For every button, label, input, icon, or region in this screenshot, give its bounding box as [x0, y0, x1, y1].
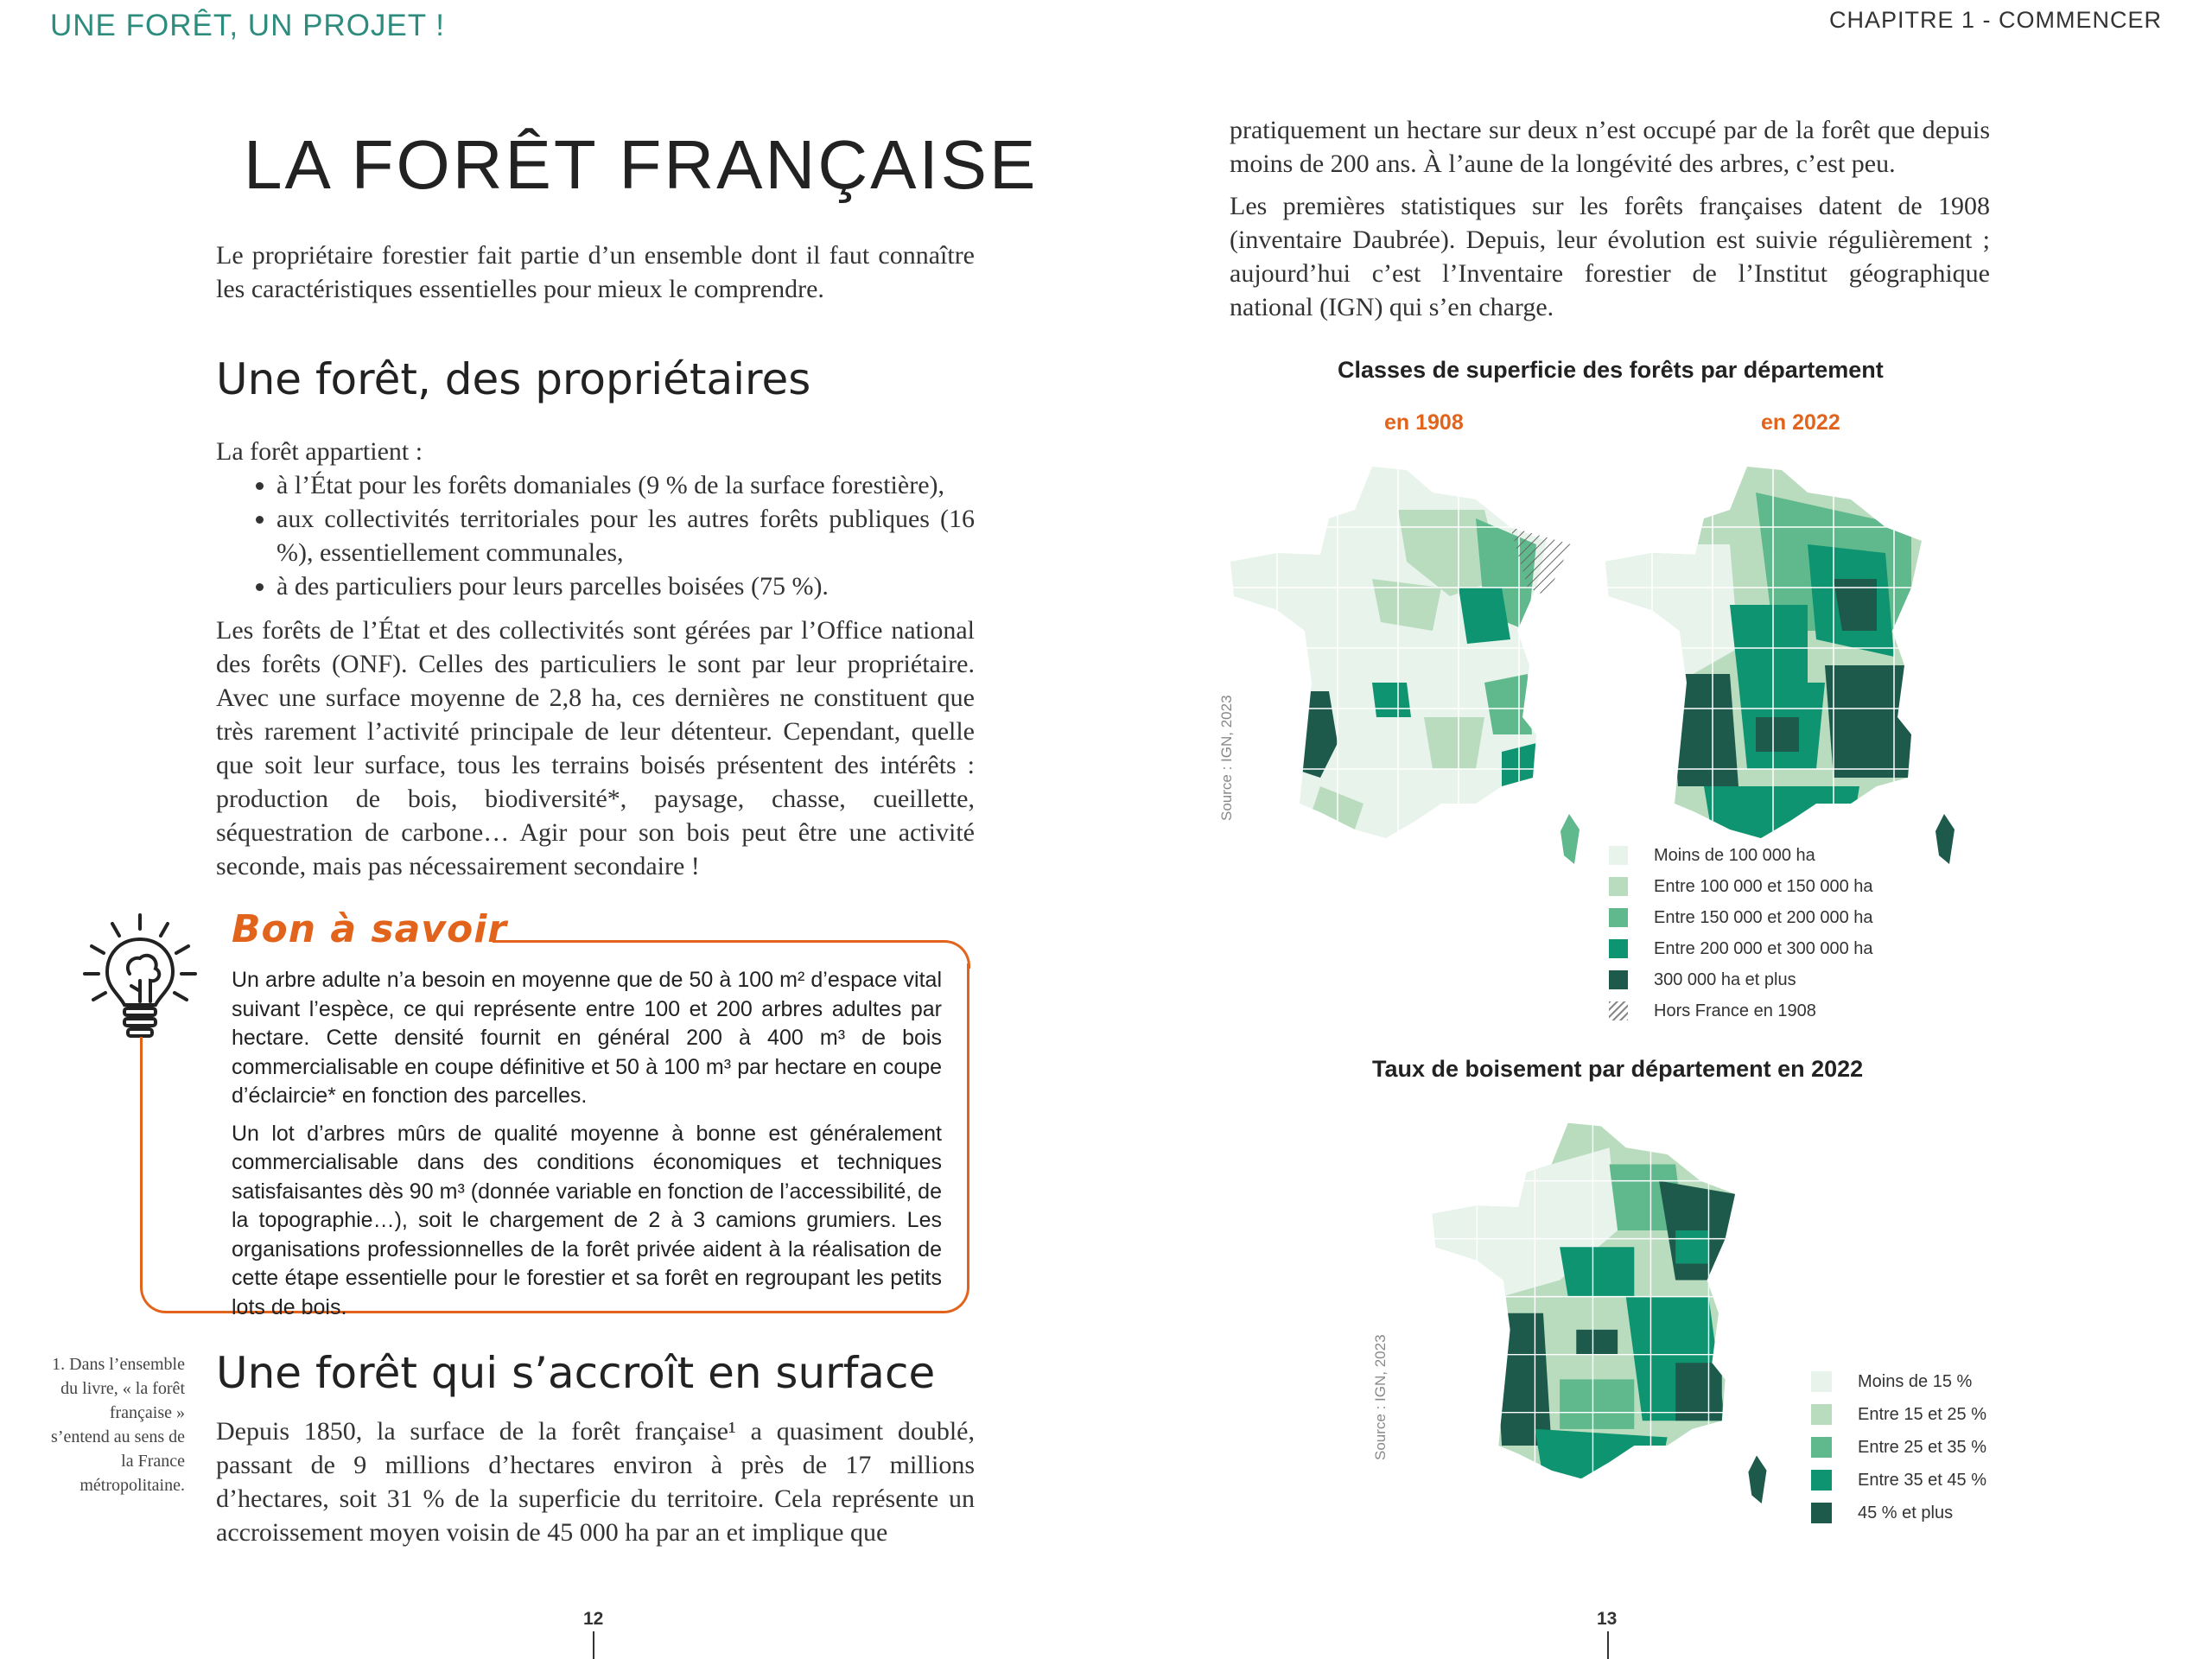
legend-label: Hors France en 1908	[1654, 1001, 1816, 1020]
section-heading-owners: Une forêt, des propriétaires	[216, 354, 811, 404]
intro-paragraph: Le propriétaire forestier fait partie d’un ensemble dont il faut connaître les caractéristiques essentielles pour mieux le comprendre.	[216, 241, 975, 303]
running-header-left: UNE FORÊT, UN PROJET !	[50, 9, 445, 42]
legend-swatch	[1811, 1404, 1832, 1425]
legend-item	[1609, 933, 1873, 964]
info-box-text	[232, 966, 942, 1331]
legend-item	[1811, 1497, 1986, 1529]
legend-item	[1609, 840, 1873, 871]
legend-swatch	[1811, 1503, 1832, 1523]
legend-swatch	[1609, 939, 1628, 958]
legend-swatch	[1811, 1437, 1832, 1458]
legend-label: Entre 100 000 et 150 000 ha	[1654, 876, 1873, 896]
legend-label: Moins de 15 %	[1858, 1371, 1973, 1391]
growth-paragraph: Depuis 1850, la surface de la forêt française¹ a quasiment doublé, passant de 9 millions d’hectares environ à près de 17 millions d’hectares, soit 31 % de la superficie du territoire. Cela représente un accroissement moyen voisin de 45 000 ha par an et implique que	[216, 1417, 975, 1547]
legend-label: Entre 25 et 35 %	[1858, 1437, 1986, 1457]
legend-area	[1609, 840, 1873, 1027]
map-label-2022: en 2022	[1761, 410, 1840, 435]
legend-item	[1811, 1431, 1986, 1464]
legend-label: Entre 35 et 45 %	[1858, 1470, 1986, 1490]
page-title: LA FORÊT FRANÇAISE	[244, 126, 1039, 203]
france-map-rate-2022	[1407, 1115, 1796, 1503]
legend-label: Entre 150 000 et 200 000 ha	[1654, 907, 1873, 927]
footnote: 1. Dans l’ensemble du livre, « la forêt française » s’entend au sens de la France métropolitaine.	[51, 1355, 185, 1495]
legend-item	[1811, 1365, 1986, 1398]
page-number-left: 12	[583, 1609, 604, 1629]
continuation-text: pratiquement un hectare sur deux n’est occupé par de la forêt que depuis moins de 200 ans. À l’aune de la longévité des arbres, c’est peu.	[1230, 116, 1990, 178]
legend-label: Entre 15 et 25 %	[1858, 1404, 1986, 1424]
legend-swatch	[1609, 970, 1628, 989]
lightbulb-icon	[79, 912, 200, 1041]
page-number-line-right	[1607, 1631, 1609, 1659]
france-map-2022	[1600, 458, 1963, 864]
section-heading-growth: Une forêt qui s’accroît en surface	[216, 1348, 936, 1398]
info-box-title: Bon à savoir	[232, 907, 507, 951]
info-box-border-top	[493, 940, 970, 969]
legend-rate	[1811, 1365, 1986, 1529]
legend-item	[1609, 902, 1873, 933]
france-map-1908	[1225, 458, 1588, 864]
page-number-right: 13	[1597, 1609, 1618, 1629]
legend-swatch	[1811, 1470, 1832, 1491]
list-item: • à l’État pour les forêts domaniales (9 % de la surface forestière),	[276, 468, 975, 502]
info-box-paragraph: Un lot d’arbres mûrs de qualité moyenne à bonne est généralement commercialisable dans des conditions économiques et techniques satisfaisantes dès 90 m³ (donnée variable en fonction de l’accessibilité, de la topographie…), soit le chargement de 2 à 3 camions grumiers. Les organisations professionnelles de la forêt privée aident à la réalisation de cette étape essentielle pour le forestier et sa forêt en regroupant les petits lots de bois.	[232, 1121, 942, 1319]
legend-item	[1609, 871, 1873, 902]
legend-swatch	[1811, 1371, 1832, 1392]
chart-title-area: Classes de superficie des forêts par département	[1338, 357, 1884, 383]
owners-paragraph: Les forêts de l’État et des collectivités sont gérées par l’Office national des forêts (ONF). Celles des particuliers le sont par leur propriétaire. Avec une surface moyenne de 2,8 ha, ces dernières ne constituent que très rarement l’activité principale de leur détenteur. Cependant, quelle que soit leur surface, tous les terrains boisés présentent des intérêts : production de bois, biodiversité*, paysage, chasse, cueillette, séquestration de carbone… Agir pour son bois peut être une activité seconde, mais pas nécessairement secondaire !	[216, 616, 975, 880]
running-header-right: CHAPITRE 1 - COMMENCER	[1828, 7, 2162, 33]
legend-item	[1811, 1398, 1986, 1431]
owners-section-body	[216, 435, 975, 892]
legend-item	[1609, 995, 1873, 1027]
legend-swatch	[1609, 846, 1628, 865]
map-source-2: Source : IGN, 2023	[1372, 1334, 1389, 1460]
page-number-line-left	[593, 1631, 594, 1659]
ign-paragraph: Les premières statistiques sur les forêts françaises datent de 1908 (inventaire Daubrée). Depuis, leur évolution est suivie régulièrement ; aujourd’hui c’est l’Inventaire forestier de l’Institut géographique national (IGN) qui s’en charge.	[1230, 192, 1990, 321]
owners-lead: La forêt appartient :	[216, 437, 423, 466]
list-item: • à des particuliers pour leurs parcelles boisées (75 %).	[276, 569, 975, 603]
legend-label: Entre 200 000 et 300 000 ha	[1654, 938, 1873, 958]
info-box-border-right	[967, 963, 969, 1041]
list-item: • aux collectivités territoriales pour les autres forêts publiques (16 %), essentiellement communales,	[276, 502, 975, 569]
legend-swatch	[1609, 1001, 1628, 1020]
legend-swatch	[1609, 877, 1628, 896]
info-box-paragraph: Un arbre adulte n’a besoin en moyenne que de 50 à 100 m² d’espace vital suivant l’espèce, ce qui représente entre 100 et 200 arbres adultes par hectare. Cette densité fournit en général 200 à 400 m³ de bois commercialisable en coupe définitive et 50 à 100 m³ par hectare en coupe d’éclaircie* en fonction des parcelles.	[232, 968, 942, 1108]
map-label-1908: en 1908	[1384, 410, 1464, 435]
owners-list	[216, 468, 975, 603]
legend-item	[1811, 1464, 1986, 1497]
continuation-paragraph	[1230, 113, 1990, 333]
map-source-1: Source : IGN, 2023	[1218, 695, 1235, 821]
chart-title-rate: Taux de boisement par département en 2022	[1372, 1056, 1864, 1082]
legend-label: 45 % et plus	[1858, 1503, 1954, 1522]
legend-item	[1609, 964, 1873, 995]
legend-swatch	[1609, 908, 1628, 927]
legend-label: Moins de 100 000 ha	[1654, 845, 1815, 865]
legend-label: 300 000 ha et plus	[1654, 969, 1796, 989]
